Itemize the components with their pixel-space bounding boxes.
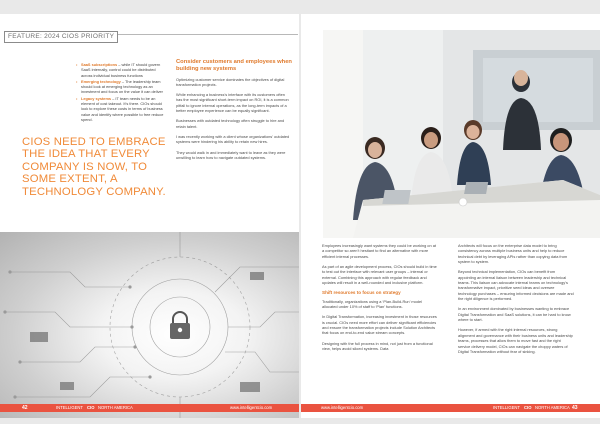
paragraph: Beyond technical implementation, CIOs can benefit from appointing an internal liaison between leadership and technical teams. This liaison can advocate internal teams on technology’s transformative impact, prioritize seed ideas and oversee technology purchases – ensuring informed decisions are made and the right diligence is performed. [458, 269, 574, 302]
brand-name: INTELLIGENT [493, 405, 520, 410]
bullet-item [76, 79, 166, 95]
brand-cio: CIO [524, 405, 532, 410]
paragraph: Businesses with outdated technology often struggle to hire and retain talent. [176, 118, 285, 129]
paragraph: As part of an agile development process, CIOs should build in time to test out the interface with relevant user groups – internal or external. Combining this approach with regular feedback and updates will result in a well-rounded and inclusive platform. [322, 264, 437, 286]
brand-name: INTELLIGENT [56, 405, 83, 410]
paragraph: Architects will focus on the enterprise data model to bring consistency across multiple business units and help to reduce technical debt by leveraging APIs rather than copying data from system to system. [458, 243, 568, 265]
bullet-list [76, 62, 166, 123]
cyber-illustration [0, 232, 299, 418]
right-page [301, 14, 600, 418]
section-tag: FEATURE: 2024 CIOS PRIORITY [4, 31, 118, 43]
brand-cio: CIO [87, 405, 95, 410]
bullet-item [76, 96, 166, 122]
meeting-photo [323, 30, 600, 238]
pull-quote: CIOS NEED TO EMBRACE THE IDEA THAT EVERY COMPANY IS NOW, TO SOME EXTENT, A TECHNOLOGY COMPANY. [22, 136, 166, 198]
page-number: 43 [572, 405, 578, 411]
paragraph: While enhancing a business’s interface with its customers often has the most significant short-term impact on ROI, it is a common pitfall to ignore internal operations, as the long-term impacts of a better employee experience can be equally significant. [176, 92, 289, 114]
article-column-right [458, 243, 574, 359]
bullet-text: – The leadership team should look at emerging technology as an investment and focus on the value it can deliver [81, 78, 163, 95]
article-column [176, 59, 292, 165]
bullet-term: Legacy systems [81, 95, 112, 101]
paragraph: However, if armed with the right internal resources, strong alignment and governance with their business units and leadership teams, processes that allow them to move fast and the right service delivery model, CIOs can navigate the choppy waters of Digital Transformation without fear of sinking. [458, 327, 573, 354]
left-page [0, 14, 299, 418]
paragraph: Designing with the full process in mind, not just from a functional view, helps avoid siloed systems. Data [322, 340, 433, 352]
paragraph: In Digital Transformation, increasing investment in those resources is crucial. CIOs need more effort can deliver significant efficiencies and ensure the transformation projects include Solution Architects that focus on end-to-end value stream concepts. [322, 314, 437, 336]
paragraph: I was recently working with a client whose organizations’ outdated systems were hindering his ability to retain new hires. [176, 133, 290, 145]
paragraph: Employees increasingly want systems they could be working on at a competitor so aren’t hesitant to find an alternative with more efficient internal processes. [322, 243, 436, 259]
bullet-term: SaaS subscriptions [81, 62, 118, 67]
edition-name: NORTH AMERICA [98, 405, 133, 410]
section-heading: Consider customers and employees when building new systems [176, 59, 292, 72]
bullet-text: – while IT should govern SaaS internally, control could be distributed across individual business functions [81, 62, 161, 78]
bullet-text: – IT team needs to be an element of cost takeout. It’s there. CIOs should look to explore these costs in terms of business value and identify where possible to free reduce spend. [81, 95, 164, 122]
lock-icon [170, 312, 190, 339]
paragraph: Optimizing customer service dominates the objectives of digital transformation projects. [176, 76, 285, 87]
paragraph: They would walk in and immediately want to leave as they were unwilling to learn how to navigate outdated systems. [176, 149, 286, 160]
website-url[interactable]: www.intelligentcio.com [230, 405, 273, 410]
bullet-term: Emerging technology [81, 78, 121, 84]
paragraph: In an environment dominated by businesses wanting to embrace Digital Transformation and SaaS solutions, it can be hard to know where to start. [458, 306, 571, 323]
office-meeting-image [323, 30, 600, 238]
page-number: 42 [22, 405, 28, 411]
paragraph: Traditionally, organizations using a ‘Plan-Build-Run’ model allocated under 10% of staff to ‘Plan’ functions. [322, 298, 422, 310]
website-url[interactable]: www.intelligentcio.com [321, 405, 364, 410]
footer-left [0, 404, 299, 412]
bullet-item [76, 62, 166, 78]
footer-right [301, 404, 600, 412]
article-column-left [322, 243, 438, 357]
section-heading: Shift resources to focus on strategy [322, 290, 401, 296]
circuit-graphic [0, 232, 299, 418]
edition-name: NORTH AMERICA [535, 405, 570, 410]
